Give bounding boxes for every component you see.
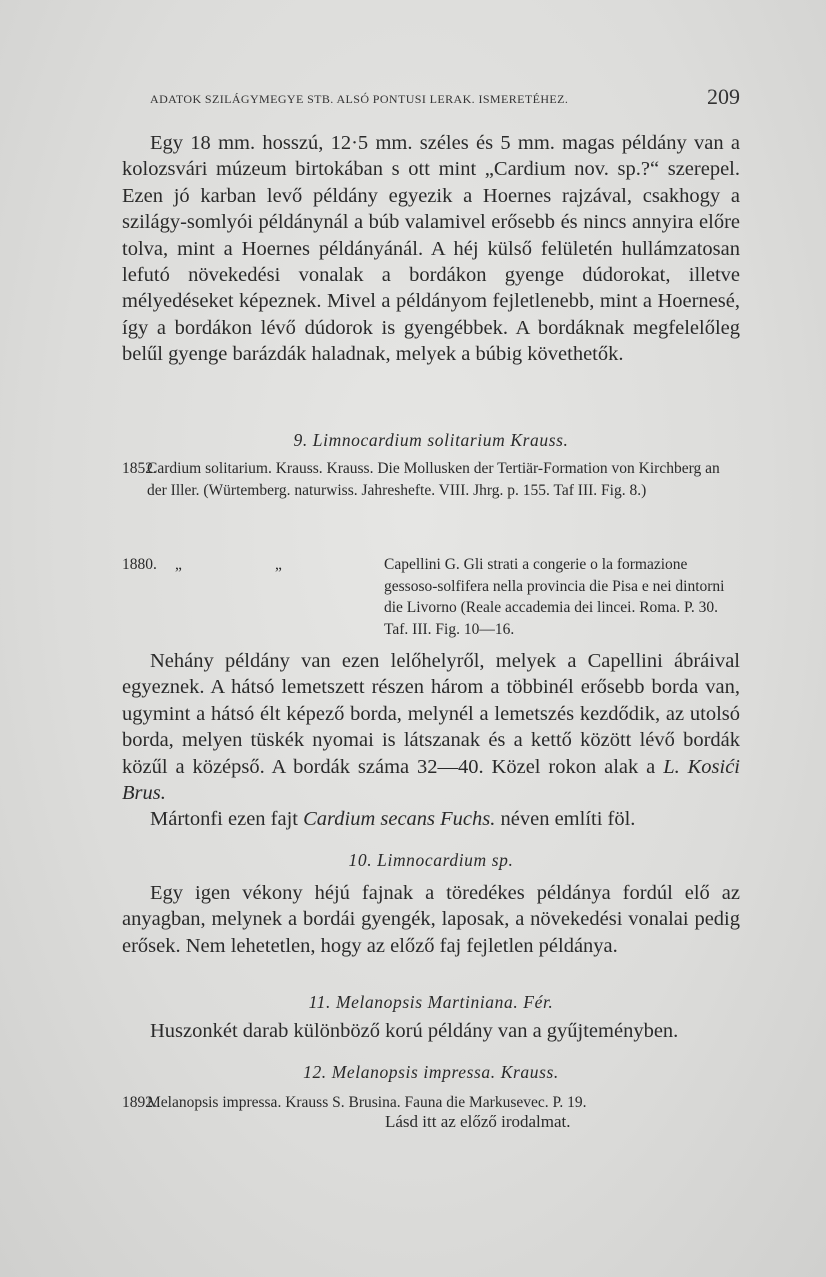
paragraph-text: néven említi föl. — [500, 808, 636, 830]
heading-section-11: 11. Melanopsis Martiniana. Fér. — [308, 992, 554, 1012]
paragraph-section-10: Egy igen vékony héjú fajnak a töredékes példánya fordúl elő az anyagban, melynek a bordái gyengék, laposak, a növekedési vonalai pedig erősek. Nem lehetetlen, hogy az előző faj fejletlen példánya. — [122, 882, 740, 957]
paragraph-section-11: Huszonkét darab különböző korú példány van a gyűjteményben. — [150, 1020, 679, 1042]
synonym-text-content: Cardium solitarium. Krauss. Krauss. Die Mollusken der Tertiär-Formation von Kirchberg an der Iller. (Würtemberg. naturwiss. Jahreshefte. VIII. Jhrg. p. 155. Taf III. Fig. 8.) — [147, 460, 720, 499]
ditto-mark: „ — [175, 556, 182, 573]
synonym-reference: Capellini G. Gli strati a congerie o la formazione gessoso-solfifera nella provincia die Pisa e nei dintorni die Livorno (Reale accademia dei lincei. Roma. P. 30. Taf. III. Fig. 10—16. — [384, 556, 725, 638]
paragraph-martonfi — [122, 806, 740, 832]
synonym-text — [147, 458, 742, 501]
synonym-text: Melanopsis impressa. Krauss S. Brusina. Fauna die Markusevec. P. 19. — [147, 1094, 587, 1111]
heading-section-12: 12. Melanopsis impressa. Krauss. — [303, 1062, 559, 1082]
species-name: Cardium secans Fuchs. — [303, 808, 496, 830]
running-header — [150, 84, 740, 109]
paragraph-section-9 — [122, 648, 740, 806]
paragraph-intro: Egy 18 mm. hosszú, 12·5 mm. széles és 5 mm. magas példány van a kolozsvári múzeum birtokában s ott mint „Cardium nov. sp.?“ szerepel. Ezen jó karban levő példány egyezik a Hoernes rajzával, csakhogy a szilágy-somlyói példánynál a búb valamivel erősebb és nincs annyira előre tolva, mint a Hoernes példányánál. A héj külső felületén hullámzatosan lefutó növekedési vonalak a bordákon gyenge dúdorokat, illetve mélyedéseket képeznek. Mivel a példányom fejletlenebb, mint a Hoernesé, így a bordákon lévő dúdorok is gyengébbek. A bordáknak megfelelőleg belűl gyenge barázdák haladnak, melyek a búbig követhetők. — [122, 132, 740, 366]
see-also-note: Lásd itt az előző irodalmat. — [385, 1112, 571, 1131]
paragraph-text: Nehány példány van ezen lelőhelyről, melyek a Capellini ábráival egyeznek. A hátsó lemetszett részen három a többinél erősebb borda van, ugymint a hátsó élt képező borda, melynél a lemetszés kezdődik, az utolsó borda, melyen tüskék nyomai is látszanak és a kettő között lévő bordák közűl a középső. A bordák száma 32—40. Közel rokon alak a — [122, 650, 740, 778]
synonym-year: 1852. — [122, 460, 157, 477]
synonym-year: 1892. — [122, 1094, 157, 1111]
ditto-marks — [175, 554, 375, 576]
page-number: 209 — [707, 84, 740, 109]
synonym-year: 1880. — [122, 556, 157, 573]
ditto-mark: „ — [275, 556, 282, 573]
heading-section-10: 10. Limnocardium sp. — [348, 850, 514, 870]
heading-section-9: 9. Limnocardium solitarium Krauss. — [293, 430, 569, 450]
species-name: L. Kosići Brus. — [122, 755, 741, 805]
paragraph-text: Mártonfi ezen fajt — [150, 808, 298, 830]
running-title: ADATOK SZILÁGYMEGYE STB. ALSÓ PONTUSI LERAK. ISMERETÉHEZ. — [150, 92, 569, 106]
